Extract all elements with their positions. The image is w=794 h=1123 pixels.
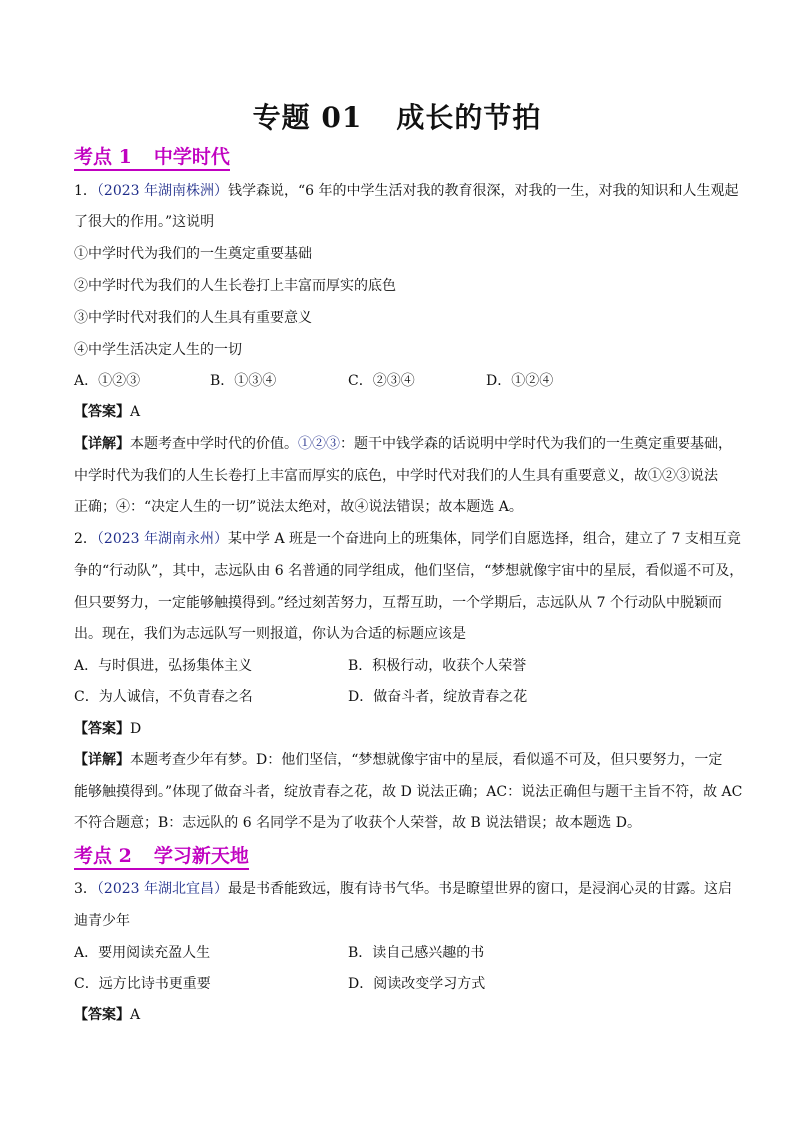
q1-statement-2: ②中学时代为我们的人生长卷打上丰富而厚实的底色 bbox=[74, 278, 396, 294]
q1-detail-line-2: 中学时代为我们的人生长卷打上丰富而厚实的底色，中学时代对我们的人生具有重要意义，故①②③说法 bbox=[74, 468, 718, 484]
q2-detail-line-1 bbox=[74, 749, 724, 771]
q1-detail-highlight: ①②③ bbox=[298, 436, 340, 452]
q2-stem-line-2: 争的“行动队”，其中，志远队由 6 名普通的同学组成，他们坚信，“梦想就像宇宙中的星辰，看似遥不可及， bbox=[74, 563, 744, 579]
q3-stem-line-1 bbox=[74, 878, 733, 900]
q1-answer bbox=[74, 401, 724, 423]
q1-detail-text-a: 本题考查中学时代的价值。 bbox=[130, 436, 298, 452]
detail-label: 【详解】 bbox=[74, 752, 130, 768]
q1-option-a: A．①②③ bbox=[74, 373, 141, 389]
q3-text-1: 最是书香能致远，腹有诗书气华。书是瞭望世界的窗口，是浸润心灵的甘露。这启 bbox=[228, 881, 733, 897]
q3-option-a: A．要用阅读充盈人生 bbox=[74, 945, 211, 961]
q1-source: （2023 年湖南株洲） bbox=[96, 183, 229, 199]
answer-value: A bbox=[130, 404, 141, 420]
section-heading-1 bbox=[74, 146, 230, 171]
q3-number: 3． bbox=[74, 881, 97, 897]
q1-number: 1． bbox=[74, 183, 97, 199]
detail-label: 【详解】 bbox=[74, 436, 130, 452]
q1-stem-line-1 bbox=[74, 180, 739, 202]
q1-statement-1: ①中学时代为我们的一生奠定重要基础 bbox=[74, 246, 312, 262]
section-heading-2 bbox=[74, 845, 249, 870]
q1-detail-text-c: ：题干中钱学森的话说明中学时代为我们的一生奠定重要基础， bbox=[340, 436, 732, 452]
answer-label: 【答案】 bbox=[74, 721, 130, 737]
section-name: 中学时代 bbox=[153, 146, 230, 168]
q3-stem-line-2: 迪青少年 bbox=[74, 913, 130, 929]
answer-label: 【答案】 bbox=[74, 404, 130, 420]
page-title bbox=[0, 96, 794, 136]
q1-option-d: D．①②④ bbox=[486, 373, 554, 389]
answer-value: A bbox=[130, 1007, 141, 1023]
q2-option-a: A．与时俱进，弘扬集体主义 bbox=[74, 658, 253, 674]
q2-answer bbox=[74, 718, 724, 740]
q2-detail-text-1: 本题考查少年有梦。D：他们坚信，“梦想就像宇宙中的星辰，看似遥不可及，但只要努力，一定 bbox=[130, 752, 723, 768]
q2-text-1: 某中学 A 班是一个奋进向上的班集体，同学们自愿选择，组合，建立了 7 支相互竞 bbox=[228, 531, 741, 547]
section-name: 学习新天地 bbox=[153, 845, 249, 867]
q2-option-b: B．积极行动，收获个人荣誉 bbox=[348, 658, 527, 674]
section-prefix: 考点 2 bbox=[74, 845, 132, 867]
q2-detail-line-3: 不符合题意；B：志远队的 6 名同学不是为了收获个人荣誉，故 B 说法错误；故本题选 D。 bbox=[74, 815, 641, 831]
q3-option-b: B．读自己感兴趣的书 bbox=[348, 945, 485, 961]
q2-stem-line-3: 但只要努力，一定能够触摸得到。”经过刻苦努力，互帮互助，一个学期后，志远队从 7 个行动队中脱颖而 bbox=[74, 595, 722, 611]
q1-option-b: B．①③④ bbox=[210, 373, 277, 389]
q3-source: （2023 年湖北宜昌） bbox=[96, 881, 229, 897]
q1-statement-4: ④中学生活决定人生的一切 bbox=[74, 342, 242, 358]
q3-answer bbox=[74, 1004, 724, 1026]
answer-value: D bbox=[130, 721, 142, 737]
q1-detail-line-1 bbox=[74, 433, 732, 455]
q1-option-c: C．②③④ bbox=[348, 373, 415, 389]
q3-option-d: D．阅读改变学习方式 bbox=[348, 976, 486, 992]
q2-number: 2． bbox=[74, 531, 97, 547]
q1-text-1: 钱学森说，“6 年的中学生活对我的教育很深，对我的一生，对我的知识和人生观起 bbox=[228, 183, 739, 199]
q2-option-c: C．为人诚信，不负青春之名 bbox=[74, 689, 253, 705]
q2-stem-line-4: 出。现在，我们为志远队写一则报道，你认为合适的标题应该是 bbox=[74, 626, 466, 642]
q2-stem-line-1 bbox=[74, 528, 741, 550]
q2-option-d: D．做奋斗者，绽放青春之花 bbox=[348, 689, 528, 705]
answer-label: 【答案】 bbox=[74, 1007, 130, 1023]
title-number: 专题 01 bbox=[252, 101, 363, 134]
title-text: 成长的节拍 bbox=[396, 101, 542, 134]
q2-detail-line-2: 能够触摸得到。”体现了做奋斗者，绽放青春之花，故 D 说法正确；AC：说法正确但与题干主旨不符，故 AC bbox=[74, 784, 743, 800]
q2-source: （2023 年湖南永州） bbox=[96, 531, 229, 547]
q1-detail-line-3: 正确；④：“决定人生的一切”说法太绝对，故④说法错误；故本题选 A。 bbox=[74, 499, 523, 515]
q1-statement-3: ③中学时代对我们的人生具有重要意义 bbox=[74, 310, 312, 326]
q1-stem-line-2: 了很大的作用。”这说明 bbox=[74, 214, 215, 230]
section-prefix: 考点 1 bbox=[74, 146, 132, 168]
q3-option-c: C．远方比诗书更重要 bbox=[74, 976, 211, 992]
